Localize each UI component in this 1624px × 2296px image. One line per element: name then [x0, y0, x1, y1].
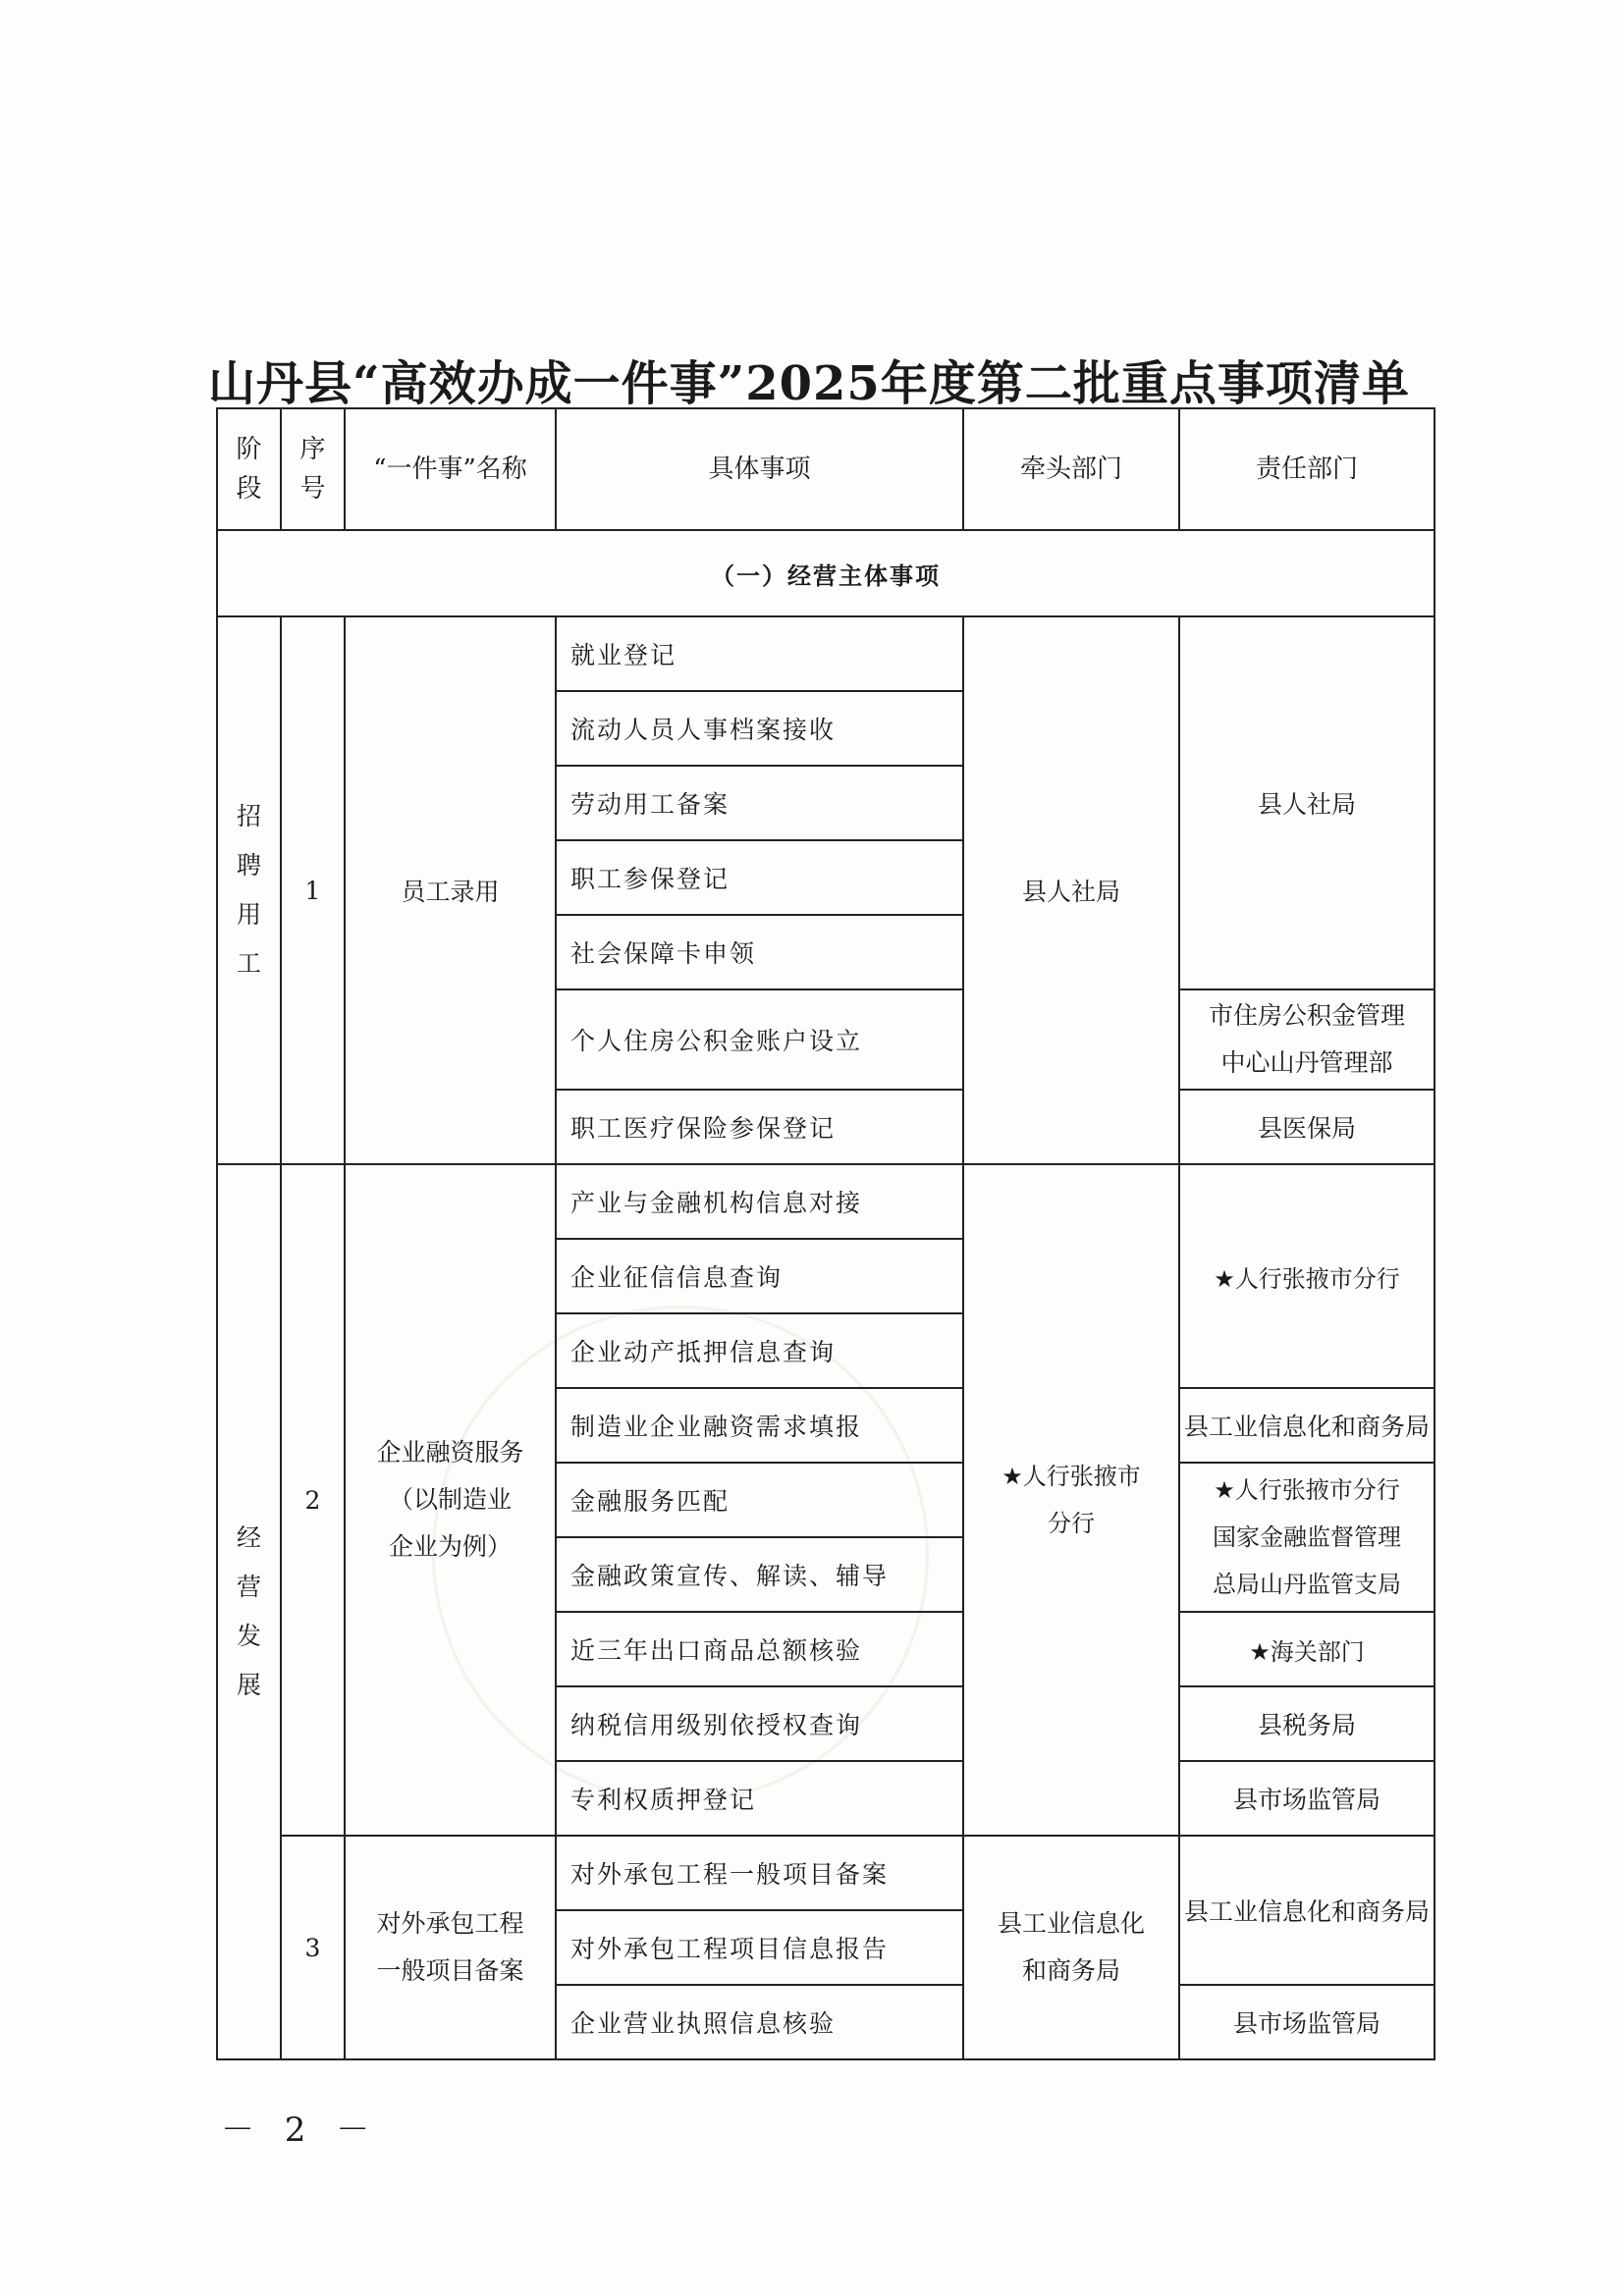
lead-dept-cell: ★人行张掖市 分行: [963, 1164, 1179, 1836]
items-table: [216, 407, 1435, 2060]
name-cell: 企业融资服务 （以制造业 企业为例）: [345, 1164, 556, 1836]
resp-dept-cell: 县市场监管局: [1179, 1761, 1435, 1836]
item-cell: 金融政策宣传、解读、辅导: [556, 1537, 963, 1612]
header-lead-dept: 牵头部门: [963, 408, 1179, 530]
table-header-row: [217, 408, 1435, 530]
page-number: － 2 －: [221, 2110, 380, 2150]
lead-dept-cell: 县人社局: [963, 616, 1179, 1164]
item-cell: 近三年出口商品总额核验: [556, 1612, 963, 1686]
item-cell: 纳税信用级别依授权查询: [556, 1686, 963, 1761]
item-cell: 产业与金融机构信息对接: [556, 1164, 963, 1239]
item-cell: 就业登记: [556, 616, 963, 691]
number-cell: 1: [281, 616, 345, 1164]
resp-dept-cell: 县工业信息化和商务局: [1179, 1836, 1435, 1985]
item-cell: 制造业企业融资需求填报: [556, 1388, 963, 1463]
header-resp-dept: 责任部门: [1179, 408, 1435, 530]
resp-dept-cell: 县税务局: [1179, 1686, 1435, 1761]
stage-cell: 招 聘 用 工: [217, 616, 281, 1164]
item-cell: 企业征信信息查询: [556, 1239, 963, 1313]
resp-dept-cell: 县医保局: [1179, 1090, 1435, 1164]
item-cell: 企业动产抵押信息查询: [556, 1313, 963, 1388]
page-title: 山丹县“高效办成一件事”2025年度第二批重点事项清单: [208, 356, 1410, 411]
item-cell: 劳动用工备案: [556, 766, 963, 840]
lead-dept-cell: 县工业信息化 和商务局: [963, 1836, 1179, 2059]
table-row: [217, 616, 1435, 691]
header-stage: 阶 段: [217, 408, 281, 530]
resp-dept-cell: 市住房公积金管理 中心山丹管理部: [1179, 989, 1435, 1090]
resp-dept-cell: ★海关部门: [1179, 1612, 1435, 1686]
number-cell: 3: [281, 1836, 345, 2059]
item-cell: 金融服务匹配: [556, 1463, 963, 1537]
section-row: [217, 530, 1435, 616]
item-cell: 企业营业执照信息核验: [556, 1985, 963, 2059]
item-cell: 流动人员人事档案接收: [556, 691, 963, 766]
item-cell: 个人住房公积金账户设立: [556, 989, 963, 1090]
name-cell: 员工录用: [345, 616, 556, 1164]
resp-dept-cell: ★人行张掖市分行: [1179, 1164, 1435, 1388]
resp-dept-cell: 县工业信息化和商务局: [1179, 1388, 1435, 1463]
item-cell: 社会保障卡申领: [556, 915, 963, 989]
resp-dept-cell: 县人社局: [1179, 616, 1435, 989]
item-cell: 专利权质押登记: [556, 1761, 963, 1836]
resp-dept-cell: ★人行张掖市分行 国家金融监督管理 总局山丹监管支局: [1179, 1463, 1435, 1612]
header-number: 序 号: [281, 408, 345, 530]
section-title: （一）经营主体事项: [217, 530, 1435, 616]
number-cell: 2: [281, 1164, 345, 1836]
table-row: [217, 1836, 1435, 1910]
name-cell: 对外承包工程 一般项目备案: [345, 1836, 556, 2059]
item-cell: 对外承包工程项目信息报告: [556, 1910, 963, 1985]
item-cell: 对外承包工程一般项目备案: [556, 1836, 963, 1910]
header-name: “一件事”名称: [345, 408, 556, 530]
item-cell: 职工医疗保险参保登记: [556, 1090, 963, 1164]
table-row: [217, 1164, 1435, 1239]
resp-dept-cell: 县市场监管局: [1179, 1985, 1435, 2059]
stage-cell: 经 营 发 展: [217, 1164, 281, 2059]
item-cell: 职工参保登记: [556, 840, 963, 915]
header-items: 具体事项: [556, 408, 963, 530]
